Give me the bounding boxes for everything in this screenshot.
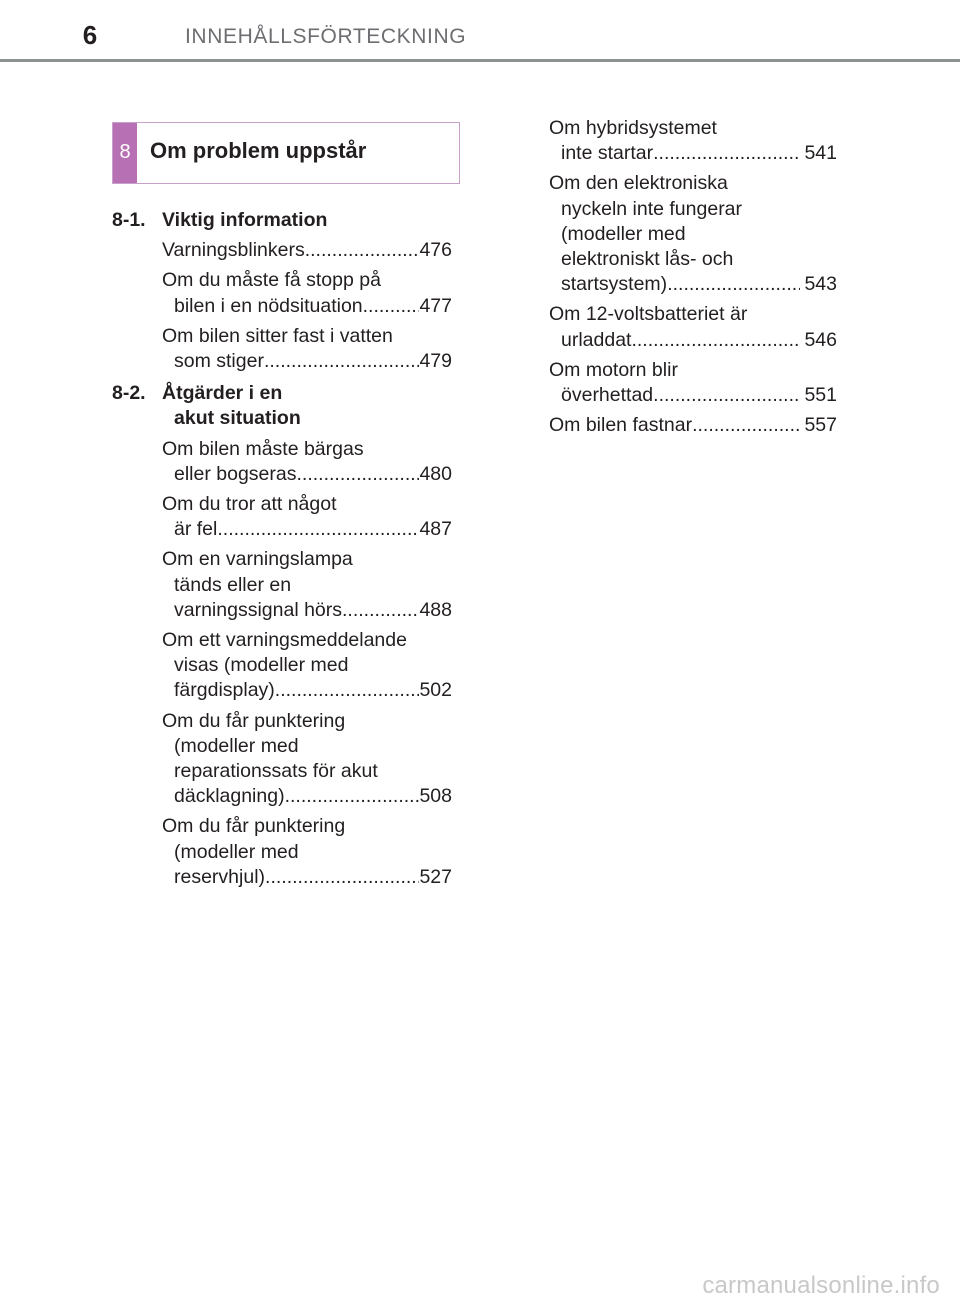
toc-entry[interactable]: [112, 492, 452, 542]
toc-entry[interactable]: [112, 814, 452, 890]
entry-text: eller bogseras: [174, 462, 297, 485]
chapter-title: Om problem uppstår: [150, 138, 367, 163]
chapter-heading: [112, 122, 460, 184]
toc-entry[interactable]: [112, 324, 452, 374]
section-title: akut situation: [174, 407, 301, 430]
entry-text: (modeller med: [174, 734, 299, 757]
section-title: Viktig information: [162, 209, 328, 231]
toc-right-column: [549, 116, 837, 443]
dot-leader: [667, 272, 800, 297]
dot-leader: [285, 784, 420, 809]
toc-entry[interactable]: [549, 413, 837, 438]
section-number: 8-1.: [112, 209, 146, 231]
entry-text: Varningsblinkers: [162, 239, 305, 262]
entry-text: Om ett varningsmeddelande: [162, 629, 407, 652]
dot-leader: [275, 678, 420, 703]
entry-text: inte startar: [561, 142, 654, 165]
entry-text: varningssignal hörs: [174, 598, 343, 621]
toc-entry[interactable]: [112, 238, 452, 263]
entry-text: Om den elektroniska: [549, 172, 728, 195]
dot-leader: [217, 517, 419, 542]
page-ref: 557: [804, 414, 837, 437]
page-ref: 551: [804, 384, 837, 407]
running-section-title: INNEHÅLLSFÖRTECKNING: [185, 25, 467, 48]
toc-entry[interactable]: [549, 358, 837, 408]
page-ref: 546: [804, 328, 837, 351]
entry-text: reservhjul): [174, 865, 266, 888]
page-ref: 543: [804, 273, 837, 296]
entry-text: Om en varningslampa: [162, 548, 353, 571]
dot-leader: [653, 383, 800, 408]
entry-text: Om hybridsystemet: [549, 117, 717, 139]
entry-text: elektroniskt lås- och: [561, 248, 734, 271]
toc-entry[interactable]: [112, 709, 452, 810]
page-ref: 476: [419, 239, 452, 262]
page-ref: 480: [419, 462, 452, 485]
dot-leader: [631, 328, 800, 353]
entry-text: nyckeln inte fungerar: [561, 197, 743, 220]
entry-text: (modeller med: [174, 840, 299, 863]
entry-text: reparationssats för akut: [174, 760, 378, 783]
page-number: 6: [82, 20, 98, 50]
entry-text: startsystem): [561, 273, 668, 296]
page-ref: 527: [419, 865, 452, 888]
header-divider: [0, 59, 960, 62]
page-ref: 502: [419, 679, 452, 702]
entry-text: Om bilen sitter fast i vatten: [162, 324, 393, 347]
page-ref: 541: [804, 142, 837, 165]
chapter-number-tab: 8: [113, 123, 137, 183]
toc-section-heading[interactable]: [112, 381, 452, 431]
entry-text: är fel: [174, 518, 218, 541]
page-header: [0, 0, 960, 64]
entry-text: överhettad: [561, 384, 654, 407]
toc-entry[interactable]: [112, 268, 452, 318]
entry-text: visas (modeller med: [174, 654, 349, 677]
page-ref: 508: [419, 785, 452, 808]
dot-leader: [363, 294, 420, 319]
toc-entry[interactable]: [549, 302, 837, 352]
dot-leader: [342, 598, 419, 623]
entry-text: däcklagning): [174, 785, 285, 808]
page-ref: 477: [419, 294, 452, 317]
entry-text: urladdat: [561, 328, 632, 351]
toc-section-heading[interactable]: [112, 208, 452, 233]
dot-leader: [653, 141, 800, 166]
page-ref: 479: [419, 350, 452, 373]
entry-text: bilen i en nödsituation: [174, 294, 363, 317]
entry-text: som stiger: [174, 350, 264, 373]
toc-entry[interactable]: [549, 171, 837, 297]
entry-text: Om bilen fastnar: [549, 414, 693, 437]
dot-leader: [305, 238, 420, 263]
entry-text: Om du får punktering: [162, 815, 346, 838]
entry-text: Om du tror att något: [162, 493, 337, 516]
toc-entry[interactable]: [112, 628, 452, 704]
entry-text: Om du måste få stopp på: [162, 269, 381, 292]
dot-leader: [265, 865, 419, 890]
dot-leader: [264, 349, 420, 374]
dot-leader: [692, 413, 800, 438]
entry-text: Om bilen måste bärgas: [162, 437, 364, 460]
watermark-text: carmanualsonline.info: [702, 1272, 940, 1299]
toc-entry[interactable]: [549, 116, 837, 166]
page-ref: 487: [419, 518, 452, 541]
section-number: 8-2.: [112, 382, 146, 405]
dot-leader: [296, 462, 419, 487]
toc-entry[interactable]: [112, 437, 452, 487]
entry-text: färgdisplay): [174, 679, 275, 702]
entry-text: Om motorn blir: [549, 358, 678, 381]
entry-text: Om 12-voltsbatteriet är: [549, 303, 748, 326]
entry-text: (modeller med: [561, 222, 686, 245]
entry-text: Om du får punktering: [162, 709, 346, 732]
toc-entry[interactable]: [112, 547, 452, 623]
toc-left-column: [112, 208, 452, 895]
section-title: Åtgärder i en: [162, 382, 283, 405]
entry-text: tänds eller en: [174, 573, 292, 596]
page-ref: 488: [419, 598, 452, 621]
